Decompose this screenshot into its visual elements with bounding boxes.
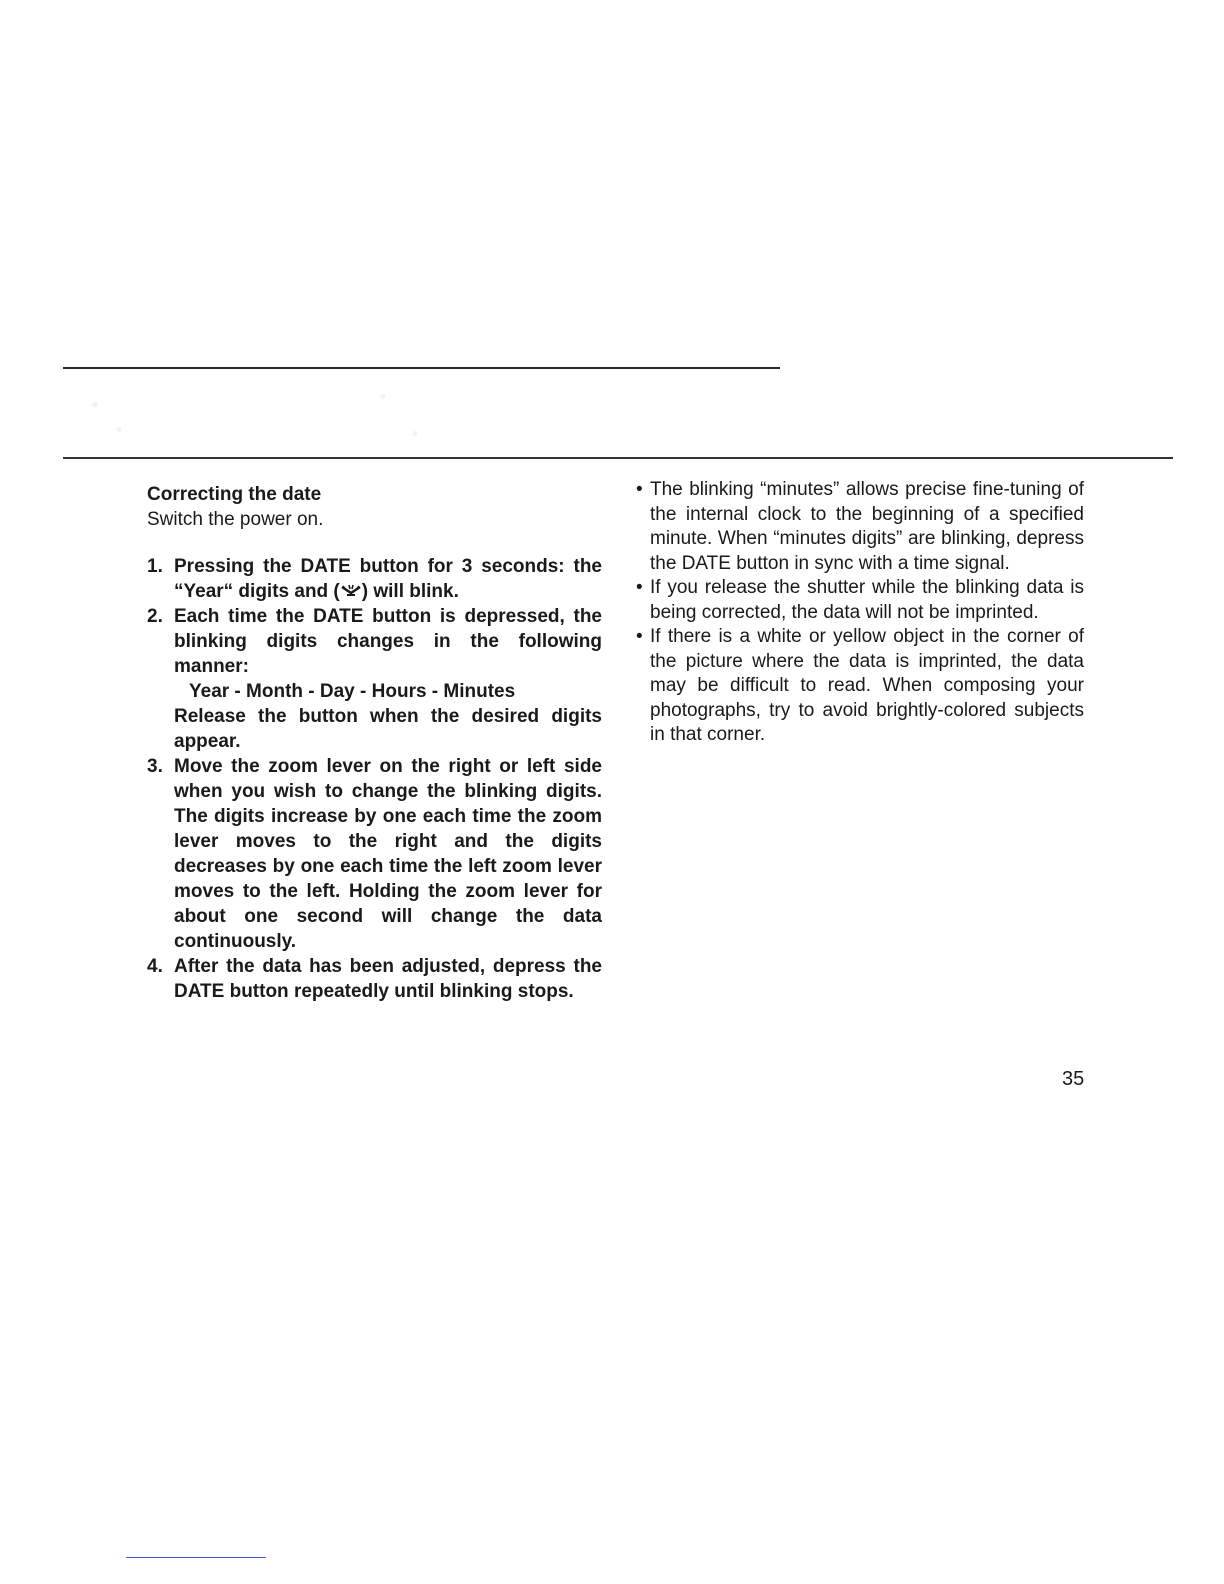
header-rule — [63, 367, 780, 369]
step-item — [147, 554, 602, 604]
step-text: Move the zoom lever on the right or left side when you wish to change the blinking digits. The digits increase by one each time the zoom lever moves to the right and the digits decreases by one each time the left zoom lever moves to the left. Holding the zoom lever for about one second will change the data continuously. — [174, 756, 602, 952]
section-rule — [63, 457, 1173, 459]
note-text: The blinking “minutes” allows precise fine-tuning of the internal clock to the beginning of a specified minute. When “minutes digits” are blinking, depress the DATE button in sync with a time signal. — [650, 479, 1084, 574]
step-text-end: ) will blink. — [361, 581, 459, 602]
note-text: If there is a white or yellow object in the corner of the picture where the data is imprinted, the data may be difficult to read. When composing your photographs, try to avoid brightly-colored subjects in that corner. — [650, 626, 1084, 745]
step-number: 3. — [147, 756, 163, 777]
intro-text: Switch the power on. — [147, 509, 324, 530]
date-sequence: Year - Month - Day - Hours - Minutes — [189, 681, 516, 702]
page-number: 35 — [1062, 1068, 1085, 1090]
note-item — [636, 625, 1084, 748]
note-text: If you release the shutter while the blinking data is being corrected, the data will not be imprinted. — [650, 577, 1084, 623]
scan-artifact — [63, 372, 463, 454]
step-text: After the data has been adjusted, depress the DATE button repeatedly until blinking stops. — [174, 956, 602, 1002]
bullet-icon: • — [636, 626, 643, 647]
notes-column — [636, 478, 1084, 748]
step-number: 2. — [147, 606, 163, 627]
step-item — [147, 954, 602, 1004]
step-number: 4. — [147, 956, 163, 977]
step-item — [147, 604, 602, 754]
bullet-icon: • — [636, 479, 643, 500]
step-item — [147, 754, 602, 954]
step-text-after: Release the button when the desired digits appear. — [174, 706, 602, 752]
bullet-icon: • — [636, 577, 643, 598]
note-item — [636, 478, 1084, 576]
instructions-column — [147, 482, 602, 1004]
scan-edge-line — [126, 1557, 266, 1558]
note-item — [636, 576, 1084, 625]
clock-icon — [340, 584, 362, 598]
step-text: Pressing the DATE button for 3 seconds: the “Year“ digits and ( — [174, 556, 602, 602]
step-text: Each time the DATE button is depressed, the blinking digits changes in the following manner: — [174, 606, 602, 677]
steps-list — [147, 554, 602, 1004]
section-heading: Correcting the date — [147, 484, 322, 505]
step-number: 1. — [147, 556, 163, 577]
notes-list — [636, 478, 1084, 748]
